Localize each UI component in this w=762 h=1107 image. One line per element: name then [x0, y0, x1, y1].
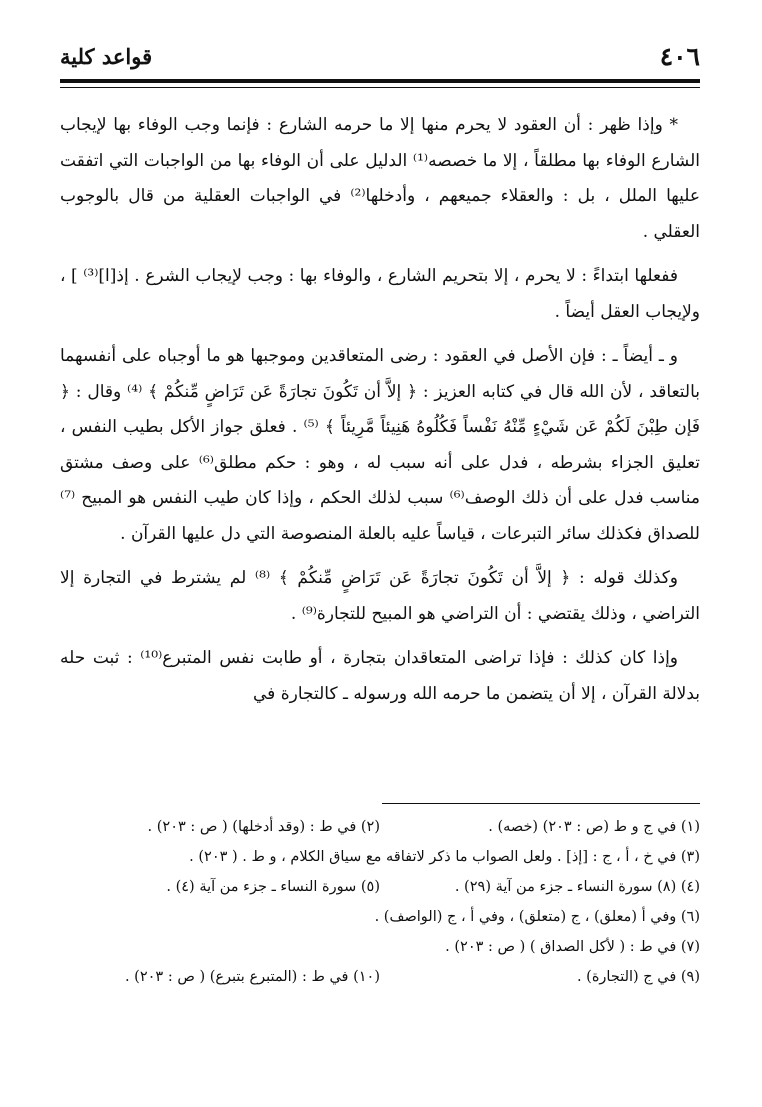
footnote-row [60, 962, 700, 992]
paragraph-4: وكذلك قوله : ﴿ إلاَّ أن تَكُونَ تجارَةً عَن تَرَاضٍ مِّنكُمْ ﴾ ⁽⁸⁾ لم يشترط في التجارة إلا التراضي ، وذلك يقتضي : أن التراضي هو المبيح للتجارة⁽⁹⁾ . [60, 568, 700, 624]
footnote-row [60, 812, 700, 842]
paragraph-5: وإذا كان كذلك : فإذا تراضى المتعاقدان بتجارة ، أو طابت نفس المتبرع⁽¹⁰⁾ : ثبت حله بدلالة القرآن ، إلا أن يتضمن ما حرمه الله ورسوله ـ كالتجارة في [60, 648, 700, 704]
running-title: قواعد كلية [60, 44, 153, 69]
main-text [60, 108, 700, 721]
footnote-10: (١٠) في ط : (المتبرع بتبرع) ( ص : ٢٠٣) . [124, 969, 380, 985]
header-rule-thick [60, 79, 700, 83]
page-header [60, 42, 700, 72]
page-number: ٤٠٦ [659, 42, 700, 71]
footnote-separator [382, 803, 700, 804]
footnote-6: (٦) وفي أ (معلق) ، ج (متعلق) ، وفي أ ، ج (الواصف) . [374, 909, 700, 925]
footnote-4: (٤) (٨) سورة النساء ـ جزء من آية (٢٩) . [454, 879, 700, 895]
footnote-row [60, 872, 700, 902]
paragraph-1: * وإذا ظهر : أن العقود لا يحرم منها إلا ما حرمه الشارع : فإنما وجب الوفاء بها لإيجاب الشارع الوفاء بها مطلقاً ، إلا ما خصصه⁽¹⁾ الدليل على أن الوفاء بها من الواجبات التي اتفقت عليها الملل ، بل : والعقلاء جميعهم ، وأدخلها⁽²⁾ في الواجبات العقلية من قال بالوجوب العقلي . [60, 115, 701, 242]
footnote-2: (٢) في ط : (وقد أدخلها) ( ص : ٢٠٣) . [147, 819, 380, 835]
footnote-7: (٧) في ط : ( لأكل الصداق ) ( ص : ٢٠٣) . [445, 939, 700, 955]
footnote-1: (١) في ج و ط (ص : ٢٠٣) (خصه) . [488, 819, 700, 835]
header-rule-thin [60, 87, 700, 88]
footnote-3: (٣) في خ ، أ ، ج : [إذ] . ولعل الصواب ما ذكر لاتفاقه مع سياق الكلام ، و ط . ( ٢٠٣) . [189, 849, 700, 865]
paragraph-2: ففعلها ابتداءً : لا يحرم ، إلا بتحريم الشارع ، والوفاء بها : وجب لإيجاب الشرع . إذ[ا]⁽³⁾ ] ، ولإيجاب العقل أيضاً . [60, 266, 700, 322]
paragraph-3: و ـ أيضاً ـ : فإن الأصل في العقود : رضى المتعاقدين وموجبها هو ما أوجباه على أنفسهما بالتعاقد ، لأن الله قال في كتابه العزيز : ﴿ إلاَّ أن تَكُونَ تجارَةً عَن تَرَاضٍ مِّنكُمْ ﴾ ⁽⁴⁾ وقال : ﴿ فَإن طِبْنَ لَكُمْ عَن شَيْءٍ مِّنْهُ نَفْساً فَكُلُوهُ هَنِيئاً مَّرِيئاً ﴾ ⁽⁵⁾ . فعلق جواز الأكل بطيب النفس ، تعليق الجزاء بشرطه ، فدل على أنه سبب له ، وهو : حكم مطلق⁽⁶⁾ على وصف مشتق مناسب فدل على أن ذلك الوصف⁽⁶⁾ سبب لذلك الحكم ، وإذا كان طيب النفس هو المبيح ⁽⁷⁾ للصداق فكذلك سائر التبرعات ، قياساً عليه بالعلة المنصوصة التي دل عليها القرآن . [60, 346, 700, 544]
footnote-9: (٩) في ج (التجارة) . [576, 969, 700, 985]
footnotes [60, 812, 700, 992]
footnote-5: (٥) سورة النساء ـ جزء من آية (٤) . [166, 879, 380, 895]
